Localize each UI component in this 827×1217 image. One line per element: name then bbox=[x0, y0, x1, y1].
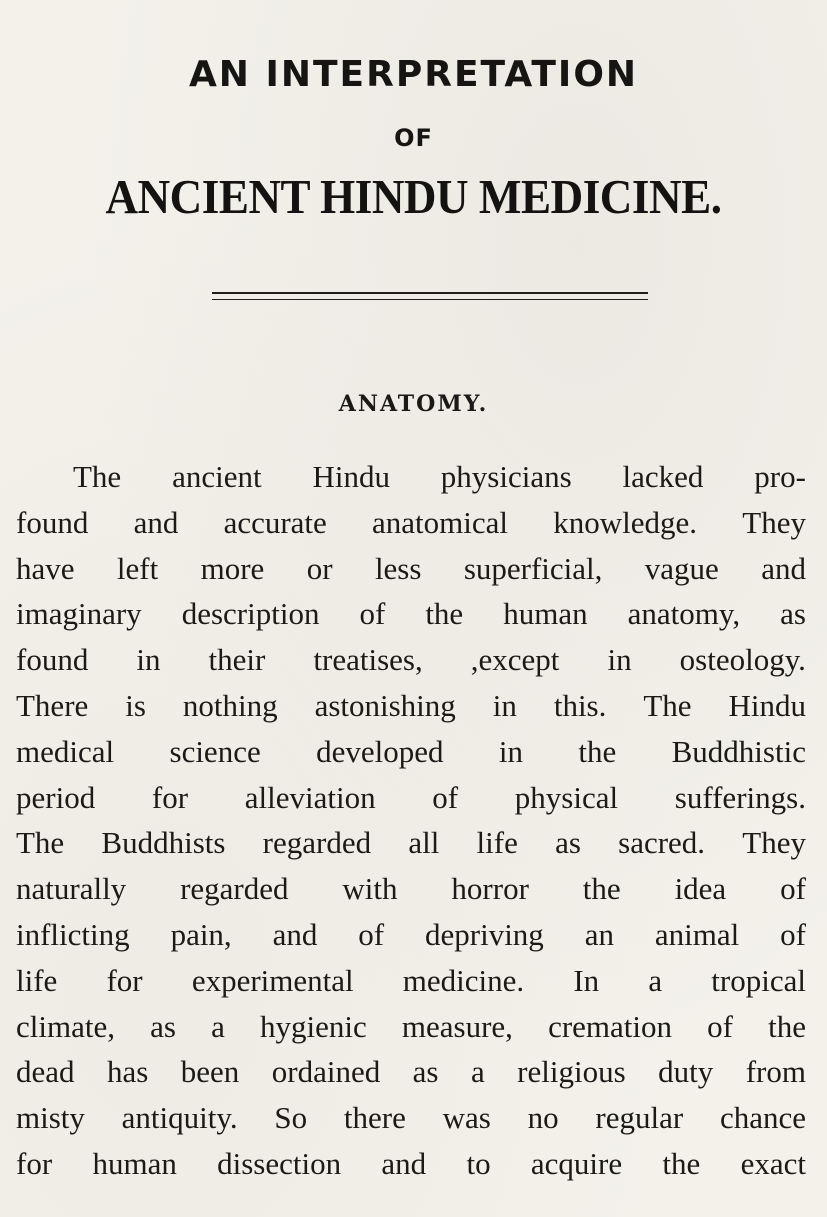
body-word: They bbox=[742, 504, 806, 540]
body-word: There bbox=[16, 687, 89, 723]
title-line-1: AN INTERPRETATION bbox=[188, 54, 639, 95]
body-line bbox=[16, 1141, 806, 1187]
body-word: developed bbox=[316, 733, 444, 769]
body-word: ,except bbox=[470, 642, 560, 678]
body-word: and bbox=[381, 1145, 427, 1181]
body-word: knowledge. bbox=[553, 504, 698, 540]
body-word: of bbox=[359, 596, 386, 632]
body-word: a bbox=[648, 962, 663, 998]
body-word: as bbox=[555, 825, 581, 861]
body-word: a bbox=[211, 1008, 225, 1044]
body-word: and bbox=[133, 504, 179, 540]
body-word: physical bbox=[514, 779, 619, 815]
body-word: regular bbox=[595, 1100, 684, 1136]
body-word: description bbox=[181, 596, 320, 632]
body-word: Hindu bbox=[312, 459, 390, 494]
body-word: as bbox=[150, 1008, 176, 1044]
body-word: religious bbox=[517, 1054, 626, 1090]
body-line bbox=[16, 546, 806, 592]
body-word: was bbox=[442, 1100, 491, 1136]
body-word: duty bbox=[658, 1054, 714, 1090]
body-line bbox=[16, 866, 806, 912]
body-word: The bbox=[16, 825, 65, 861]
body-word: horror bbox=[451, 871, 529, 907]
body-text bbox=[16, 454, 806, 1187]
body-line bbox=[16, 958, 806, 1004]
body-word: human bbox=[92, 1145, 177, 1181]
title-divider-thick bbox=[212, 292, 648, 294]
body-word: left bbox=[116, 550, 159, 586]
body-word: dead bbox=[16, 1054, 75, 1090]
body-word: is bbox=[125, 687, 146, 723]
body-word: have bbox=[16, 550, 75, 586]
body-word: Buddhists bbox=[101, 825, 226, 861]
body-word: as bbox=[412, 1054, 439, 1090]
body-word: and bbox=[272, 916, 318, 952]
body-word: misty bbox=[16, 1100, 85, 1136]
body-word: superficial, bbox=[463, 550, 603, 586]
body-word: the bbox=[425, 596, 464, 632]
body-word: to bbox=[466, 1145, 491, 1181]
body-line bbox=[16, 820, 806, 866]
body-word: cremation bbox=[548, 1008, 673, 1044]
body-word: with bbox=[342, 871, 398, 907]
body-word: of bbox=[707, 1008, 733, 1044]
body-word: anatomy, bbox=[627, 596, 741, 632]
body-word: Hindu bbox=[728, 687, 806, 723]
body-word: sufferings. bbox=[674, 779, 806, 815]
body-line bbox=[16, 912, 806, 958]
body-word: imaginary bbox=[16, 596, 142, 632]
body-word: lacked bbox=[622, 459, 704, 494]
body-word: physicians bbox=[440, 459, 572, 494]
body-word: In bbox=[573, 962, 600, 998]
body-word: pro- bbox=[754, 459, 806, 494]
body-word: medicine. bbox=[402, 962, 525, 998]
body-word: of bbox=[780, 916, 806, 952]
body-word: their bbox=[208, 642, 266, 678]
body-word: pain, bbox=[170, 916, 232, 952]
body-word: life bbox=[16, 962, 58, 998]
body-word: from bbox=[745, 1054, 806, 1090]
body-line bbox=[16, 1095, 806, 1141]
body-word: of bbox=[780, 871, 806, 907]
body-word: Buddhistic bbox=[671, 733, 806, 769]
body-word: in bbox=[498, 733, 523, 769]
body-word: ancient bbox=[172, 459, 262, 494]
body-word: in bbox=[492, 687, 517, 723]
body-word: in bbox=[136, 642, 161, 678]
body-word: an bbox=[584, 916, 614, 952]
body-word: regarded bbox=[262, 825, 372, 861]
body-word: human bbox=[503, 596, 588, 632]
body-word: exact bbox=[740, 1145, 806, 1181]
body-word: astonishing bbox=[314, 687, 456, 723]
title-line-2: OF bbox=[394, 124, 433, 152]
body-word: no bbox=[527, 1100, 559, 1136]
body-line bbox=[16, 775, 806, 821]
body-word: idea bbox=[674, 871, 727, 907]
body-word: the bbox=[768, 1008, 806, 1044]
body-line bbox=[16, 500, 806, 546]
body-word: and bbox=[761, 550, 806, 586]
body-word: sacred. bbox=[618, 825, 706, 861]
body-word: climate, bbox=[16, 1008, 115, 1044]
body-word: ordained bbox=[271, 1054, 381, 1090]
body-word: nothing bbox=[182, 687, 278, 723]
body-word: inflicting bbox=[16, 916, 130, 952]
body-word: hygienic bbox=[260, 1008, 367, 1044]
body-word: depriving bbox=[425, 916, 544, 952]
body-word: there bbox=[343, 1100, 406, 1136]
body-word: So bbox=[274, 1100, 308, 1136]
body-word: of bbox=[432, 779, 459, 815]
body-word: They bbox=[742, 825, 806, 861]
body-word: the bbox=[662, 1145, 701, 1181]
body-word: a bbox=[470, 1054, 485, 1090]
body-word: in bbox=[607, 642, 632, 678]
body-word: regarded bbox=[180, 871, 289, 907]
body-word: life bbox=[476, 825, 518, 861]
body-line bbox=[16, 637, 806, 683]
body-word: The bbox=[73, 459, 122, 494]
body-word: of bbox=[358, 916, 385, 952]
title-line-3: ANCIENT HINDU MEDICINE. bbox=[105, 169, 722, 224]
body-word: period bbox=[16, 779, 96, 815]
body-word: treatises, bbox=[313, 642, 423, 678]
title-divider-thin bbox=[212, 299, 648, 300]
body-word: for bbox=[151, 779, 189, 815]
body-line bbox=[16, 454, 806, 500]
body-line bbox=[16, 683, 806, 729]
body-line bbox=[16, 591, 806, 637]
body-word: medical bbox=[16, 733, 115, 769]
body-word: accurate bbox=[223, 504, 327, 540]
body-word: vague bbox=[644, 550, 719, 586]
body-word: found bbox=[16, 504, 89, 540]
body-word: the bbox=[582, 871, 621, 907]
body-word: as bbox=[780, 596, 806, 632]
body-word: more bbox=[200, 550, 265, 586]
body-word: osteology. bbox=[679, 642, 806, 678]
body-word: The bbox=[643, 687, 692, 723]
body-word: anatomical bbox=[372, 504, 509, 540]
body-word: measure, bbox=[401, 1008, 513, 1044]
body-word: acquire bbox=[530, 1145, 623, 1181]
body-word: antiquity. bbox=[121, 1100, 238, 1136]
body-word: naturally bbox=[16, 871, 127, 907]
body-line bbox=[16, 729, 806, 775]
body-word: science bbox=[169, 733, 261, 769]
body-word: been bbox=[180, 1054, 240, 1090]
body-line bbox=[16, 1049, 806, 1095]
body-word: found bbox=[16, 642, 89, 678]
body-word: this. bbox=[553, 687, 607, 723]
body-word: has bbox=[106, 1054, 149, 1090]
body-word: alleviation bbox=[244, 779, 376, 815]
body-word: for bbox=[106, 962, 143, 998]
body-word: chance bbox=[719, 1100, 806, 1136]
body-word: all bbox=[408, 825, 440, 861]
body-word: less bbox=[374, 550, 422, 586]
body-word: the bbox=[578, 733, 617, 769]
body-word: for bbox=[16, 1145, 53, 1181]
body-word: animal bbox=[654, 916, 740, 952]
body-word: tropical bbox=[711, 962, 806, 998]
body-line bbox=[16, 1004, 806, 1050]
body-word: experimental bbox=[191, 962, 354, 998]
section-heading: ANATOMY. bbox=[338, 391, 489, 417]
body-word: or bbox=[306, 550, 333, 586]
body-word: dissection bbox=[217, 1145, 342, 1181]
